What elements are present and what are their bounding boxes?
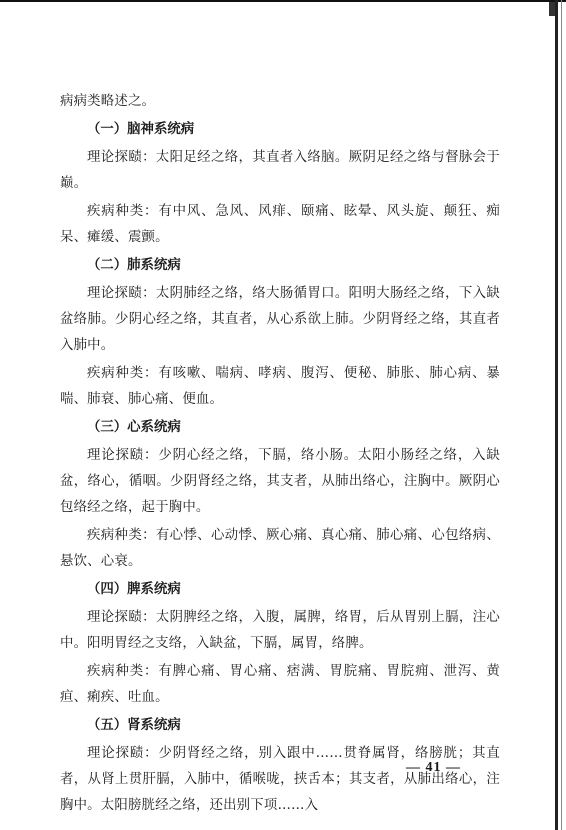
disease-types-paragraph: 疾病种类：有中风、急风、风痱、颐痛、眩晕、风头旋、颠狂、痴呆、瘫缓、震颤。 <box>60 204 500 245</box>
theory-paragraph: 理论探赜：太阴脾经之络，入腹，属脾，络胃，后从胃别上膈，注心中。阳明胃经之支络，入缺盆，下膈，属胃，络脾。 <box>60 610 500 651</box>
theory-paragraph: 理论探赜：太阳足经之络，其直者入络脑。厥阴足经之络与督脉会于巅。 <box>60 150 500 191</box>
theory-paragraph: 理论探赜：太阴肺经之络，络大肠循胃口。阳明大肠经之络，下入缺盆络肺。少阴心经之络，其直者，从心系欲上肺。少阴肾经之络，其直者入肺中。 <box>60 286 500 353</box>
disease-types-paragraph: 疾病种类：有咳嗽、喘病、哮病、腹泻、便秘、肺胀、肺心病、暴喘、肺衰、肺心痛、便血。 <box>60 366 500 407</box>
section-heading-heart: （三）心系统病 <box>87 420 181 435</box>
theory-paragraph: 理论探赜：少阴心经之络，下膈，络小肠。太阳小肠经之络，入缺盆，络心，循咽。少阴肾经之络，其支者，从肺出络心，注胸中。厥阴心包络经之络，起于胸中。 <box>60 448 500 515</box>
page-right-border <box>555 0 558 830</box>
section-heading-spleen: （四）脾系统病 <box>87 582 181 597</box>
section-heading-lung: （二）肺系统病 <box>87 258 181 273</box>
section-heading-kidney: （五）肾系统病 <box>87 718 181 733</box>
theory-paragraph: 理论探赜：少阴肾经之络，别入跟中……贯脊属肾，络膀胱；其直者，从肾上贯肝膈，入肺中，循喉咙，挟舌本；其支者，从肺出络心，注胸中。太阳膀胱经之络，还出别下项……入 <box>60 746 500 813</box>
disease-types-paragraph: 疾病种类：有脾心痛、胃心痛、痞满、胃脘痛、胃脘痈、泄泻、黄疸、痢疾、吐血。 <box>60 664 500 705</box>
lead-paragraph: 病病类略述之。 <box>60 94 156 109</box>
section-heading-brain: （一）脑神系统病 <box>87 122 195 137</box>
page-body <box>60 89 500 821</box>
page-number: — 41 — <box>406 760 461 775</box>
page-top-border <box>0 0 566 2</box>
page-right-border-inner <box>561 0 562 830</box>
disease-types-paragraph: 疾病种类：有心悸、心动悸、厥心痛、真心痛、肺心痛、心包络病、悬饮、心衰。 <box>60 528 500 569</box>
